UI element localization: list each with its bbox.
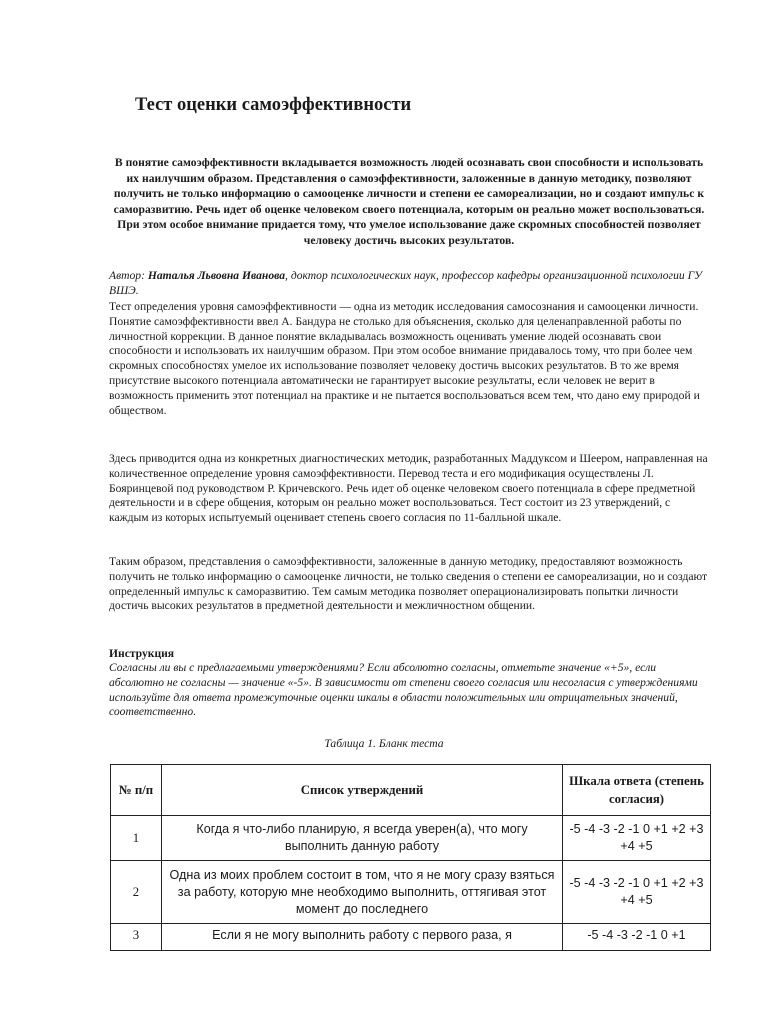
header-statements: Список утверждений xyxy=(162,765,563,816)
row-statement: Одна из моих проблем состоит в том, что я не могу сразу взяться за работу, которую мне необходимо выполнить, оттягивая этот момент до последнего xyxy=(162,861,563,924)
author-credentials: , доктор психологических наук, профессор кафедры организационной психологии ГУ ВШЭ. xyxy=(109,269,702,297)
author-label: Автор: xyxy=(109,269,145,282)
instruction-text: Согласны ли вы с предлагаемыми утверждениями? Если абсолютно согласны, отметьте значение «+5», если абсолютно не согласны — значение «-5». В зависимости от степени своего согласия или несогласия с утверждениями используйте для ответа промежуточные оценки шкалы в области положительных или отрицательных значений, соответственно. xyxy=(109,661,698,719)
table-row xyxy=(111,816,711,861)
lead-paragraph: В понятие самоэффективности вкладывается возможность людей осознавать свои способности и использовать их наилучшим образом. Представления о самоэффективности, заложенные в данную методику, позволяют получить не только информацию о самооценке личности и степени ее самореализации, но и создают импульс к саморазвитию. Речь идет об оценке человеком своего потенциала, которым он реально может воспользоваться. При этом особое внимание придается тому, что умелое использование даже скромных способностей позволяет человеку достичь высоких результатов. xyxy=(113,156,705,247)
table-row xyxy=(111,861,711,924)
row-statement: Если я не могу выполнить работу с первого раза, я xyxy=(162,924,563,951)
table-row xyxy=(111,924,711,951)
row-statement: Когда я что-либо планирую, я всегда уверен(а), что могу выполнить данную работу xyxy=(162,816,563,861)
author-name: Наталья Львовна Иванова xyxy=(147,269,286,282)
body-paragraph-1: Тест определения уровня самоэффективности — одна из методик исследования самосознания и самооценки личности. Понятие самоэффективности ввел А. Бандура не столько для объяснения, сколько для целенаправленной работы по личностной коррекции. В данное понятие вкладывалась возможность оценивать умение людей осознавать свои способности и использовать их наилучшим образом. При этом особое внимание придавалось тому, что при более чем скромных способностях умелое их использование позволяет человеку достичь высоких результатов. В то же время присутствие высокого потенциала автоматически не гарантирует высокие результаты, если человек не верит в возможность применить этот потенциал на практике и не пытается воспользоваться всем тем, что дано ему природой и обществом. xyxy=(109,300,700,417)
row-number: 2 xyxy=(111,861,162,924)
header-number: № п/п xyxy=(111,765,162,816)
header-scale: Шкала ответа (степень согласия) xyxy=(563,765,711,816)
test-form-table xyxy=(110,764,711,951)
body-paragraph-2: Здесь приводится одна из конкретных диагностических методик, разработанных Маддуксом и Шеером, направленная на количественное определение уровня самоэффективности. Перевод теста и его модификация осуществлены Л. Бояринцевой под руководством Р. Кричевского. Речь идет об оценке человеком своего потенциала в сфере предметной деятельности и в сфере общения, которым он реально может воспользоваться. Тест состоит из 23 утверждений, с каждым из которых испытуемый оценивает степень своего согласия по 11-балльной шкале. xyxy=(109,452,708,525)
author-line xyxy=(109,269,709,299)
row-scale: -5 -4 -3 -2 -1 0 +1 +2 +3 +4 +5 xyxy=(563,816,711,861)
page-title: Тест оценки самоэффективности xyxy=(135,95,412,115)
table-caption: Таблица 1. Бланк теста xyxy=(324,737,444,750)
row-scale: -5 -4 -3 -2 -1 0 +1 +2 +3 +4 +5 xyxy=(563,861,711,924)
instruction-heading: Инструкция xyxy=(109,647,175,660)
table-header-row xyxy=(111,765,711,816)
row-number: 3 xyxy=(111,924,162,951)
body-paragraph-3: Таким образом, представления о самоэффективности, заложенные в данную методику, предоставляют возможность получить не только информацию о самооценке личности, не только сведения о степени ее самореализации, но и создают определенный импульс к саморазвитию. Тем самым методика позволяет операционализировать попытки личности достичь высоких результатов в предметной деятельности и межличностном общении. xyxy=(109,555,708,613)
row-scale: -5 -4 -3 -2 -1 0 +1 xyxy=(563,924,711,951)
row-number: 1 xyxy=(111,816,162,861)
